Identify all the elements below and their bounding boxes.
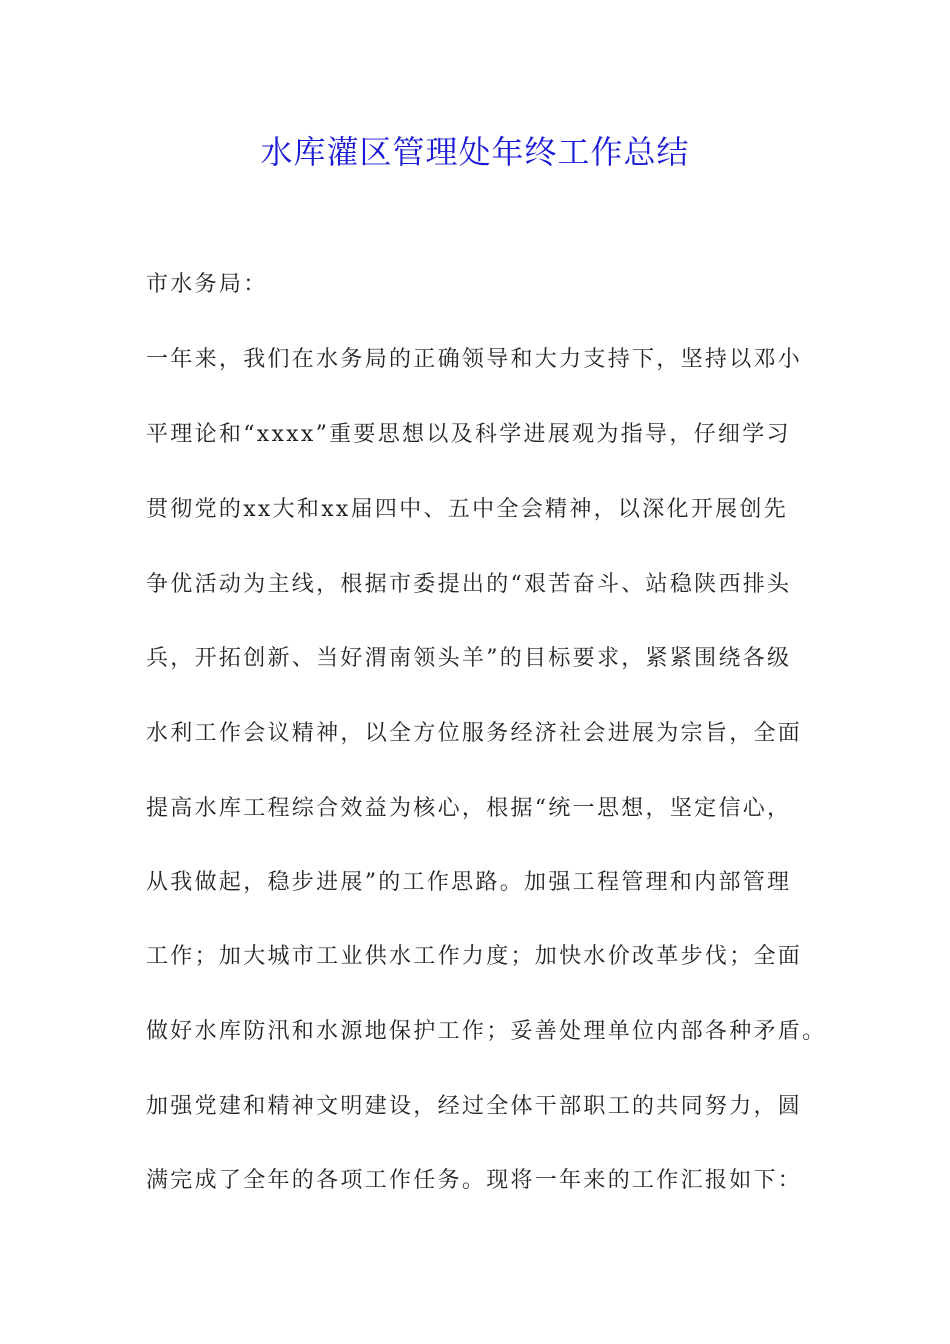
body-line: 做好水库防汛和水源地保护工作；妥善处理单位内部各种矛盾。 [146, 1019, 827, 1044]
body-line: 贯彻党的xx大和xx届四中、五中全会精神，以深化开展创先 [146, 497, 789, 522]
body-line: 水利工作会议精神，以全方位服务经济社会进展为宗旨，全面 [146, 721, 803, 746]
body-line: 提高水库工程综合效益为核心，根据“统一思想，坚定信心， [146, 796, 792, 821]
body-line: 满完成了全年的各项工作任务。现将一年来的工作汇报如下： [146, 1168, 803, 1193]
body-line: 一年来，我们在水务局的正确领导和大力支持下，坚持以邓小 [146, 347, 803, 372]
document-title: 水库灌区管理处年终工作总结 [260, 133, 690, 171]
body-line: 争优活动为主线，根据市委提出的“艰苦奋斗、站稳陕西排头 [146, 572, 792, 597]
salutation: 市水务局： [146, 272, 268, 297]
body-line: 工作；加大城市工业供水工作力度；加快水价改革步伐；全面 [146, 944, 803, 969]
body-line: 从我做起，稳步进展”的工作思路。加强工程管理和内部管理 [146, 870, 792, 895]
body-line: 平理论和“xxxx”重要思想以及科学进展观为指导，仔细学习 [146, 422, 791, 447]
body-line: 兵，开拓创新、当好渭南领头羊”的目标要求，紧紧围绕各级 [146, 646, 792, 671]
body-line: 加强党建和精神文明建设，经过全体干部职工的共同努力，圆 [146, 1094, 803, 1119]
